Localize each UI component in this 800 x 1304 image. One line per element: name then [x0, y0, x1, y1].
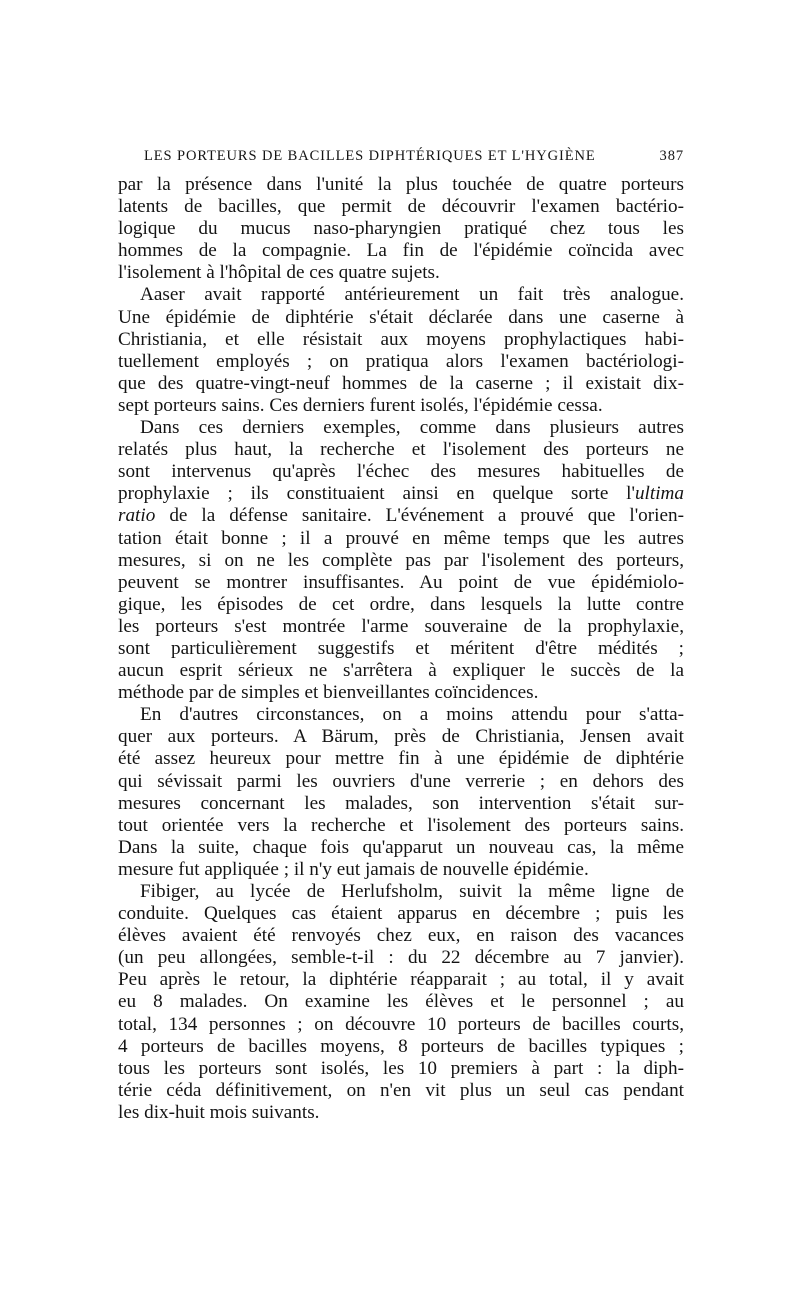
text-line: tation était bonne ; il a prouvé en même temps que les autres [118, 527, 684, 549]
text-segment: prophylaxie ; ils constituaient ainsi en quelque sorte l' [118, 483, 635, 505]
text-line: Fibiger, au lycée de Herlufsholm, suivit la même ligne de [140, 881, 684, 902]
text-line: sept porteurs sains. Ces derniers furent isolés, l'épidémie cessa. [118, 394, 603, 416]
text-line: tous les porteurs sont isolés, les 10 premiers à part : la diph- [118, 1057, 684, 1079]
text-line: quer aux porteurs. A Bärum, près de Christiania, Jensen avait [118, 726, 684, 748]
text-line: Christiania, et elle résistait aux moyens prophylactiques habi- [118, 328, 684, 350]
text-line: sont intervenus qu'après l'échec des mesures habituelles de [118, 461, 684, 483]
book-page [118, 140, 684, 1124]
text-line: qui sévissait parmi les ouvriers d'une verrerie ; en dehors des [118, 770, 684, 792]
text-line: Dans la suite, chaque fois qu'apparut un nouveau cas, la même [118, 836, 684, 858]
text-line: gique, les épisodes de cet ordre, dans lesquels la lutte contre [118, 593, 684, 615]
text-line: Aaser avait rapporté antérieurement un fait très analogue. [140, 284, 684, 306]
italic-term: ratio [118, 505, 156, 527]
text-line: été assez heureux pour mettre fin à une épidémie de diphtérie [118, 748, 684, 770]
text-line: Une épidémie de diphtérie s'était déclarée dans une caserne à [118, 306, 684, 328]
text-line [118, 483, 684, 505]
text-line: tout orientée vers la recherche et l'isolement des porteurs sains. [118, 814, 684, 836]
text-line: mesure fut appliquée ; il n'y eut jamais de nouvelle épidémie. [118, 858, 589, 880]
text-line: eu 8 malades. On examine les élèves et le personnel ; au [118, 991, 684, 1013]
text-line: par la présence dans l'unité la plus touchée de quatre porteurs [118, 174, 684, 195]
italic-term: ultima [634, 483, 684, 505]
body-text [118, 174, 684, 1124]
text-line: hommes de la compagnie. La fin de l'épidémie coïncida avec [118, 240, 684, 262]
page-number: 387 [659, 148, 684, 164]
text-line: les dix-huit mois suivants. [118, 1101, 320, 1123]
text-line: l'isolement à l'hôpital de ces quatre sujets. [118, 262, 440, 284]
text-line: méthode par de simples et bienveillantes coïncidences. [118, 682, 539, 704]
text-line: 4 porteurs de bacilles moyens, 8 porteurs de bacilles typiques ; [118, 1035, 684, 1057]
text-line: les porteurs s'est montrée l'arme souveraine de la prophylaxie, [118, 615, 684, 637]
text-line: peuvent se montrer insuffisantes. Au point de vue épidémiolo- [118, 571, 684, 593]
text-segment: de la défense sanitaire. L'événement a prouvé que l'orien- [155, 505, 684, 527]
text-line: mesures concernant les malades, son intervention s'était sur- [118, 792, 684, 814]
text-line: tuellement employés ; on pratiqua alors l'examen bactériologi- [118, 350, 684, 372]
text-line: total, 134 personnes ; on découvre 10 porteurs de bacilles courts, [118, 1013, 684, 1035]
text-line: En d'autres circonstances, on a moins attendu pour s'atta- [140, 704, 684, 726]
text-line: Dans ces derniers exemples, comme dans plusieurs autres [140, 417, 684, 439]
text-line: (un peu allongées, semble-t-il : du 22 décembre au 7 janvier). [118, 947, 684, 969]
text-line: Peu après le retour, la diphtérie réapparait ; au total, il y avait [118, 969, 684, 991]
text-line: élèves avaient été renvoyés chez eux, en raison des vacances [118, 925, 684, 947]
text-line: latents de bacilles, que permit de découvrir l'examen bactério- [118, 196, 684, 218]
text-line: térie céda définitivement, on n'en vit plus un seul cas pendant [118, 1079, 684, 1101]
text-line: relatés plus haut, la recherche et l'isolement des porteurs ne [118, 439, 684, 461]
text-line: que des quatre-vingt-neuf hommes de la caserne ; il existait dix- [118, 372, 684, 394]
text-line [118, 505, 684, 527]
page-header [118, 140, 684, 174]
text-line: sont particulièrement suggestifs et méritent d'être médités ; [118, 637, 684, 659]
text-line: aucun esprit sérieux ne s'arrêtera à expliquer le succès de la [118, 660, 684, 682]
running-title: LES PORTEURS DE BACILLES DIPHTÉRIQUES ET L'HYGIÈNE [144, 148, 596, 164]
text-line: mesures, si on ne les complète pas par l'isolement des porteurs, [118, 549, 684, 571]
text-line: logique du mucus naso-pharyngien pratiqué chez tous les [118, 218, 684, 240]
text-line: conduite. Quelques cas étaient apparus en décembre ; puis les [118, 903, 684, 925]
